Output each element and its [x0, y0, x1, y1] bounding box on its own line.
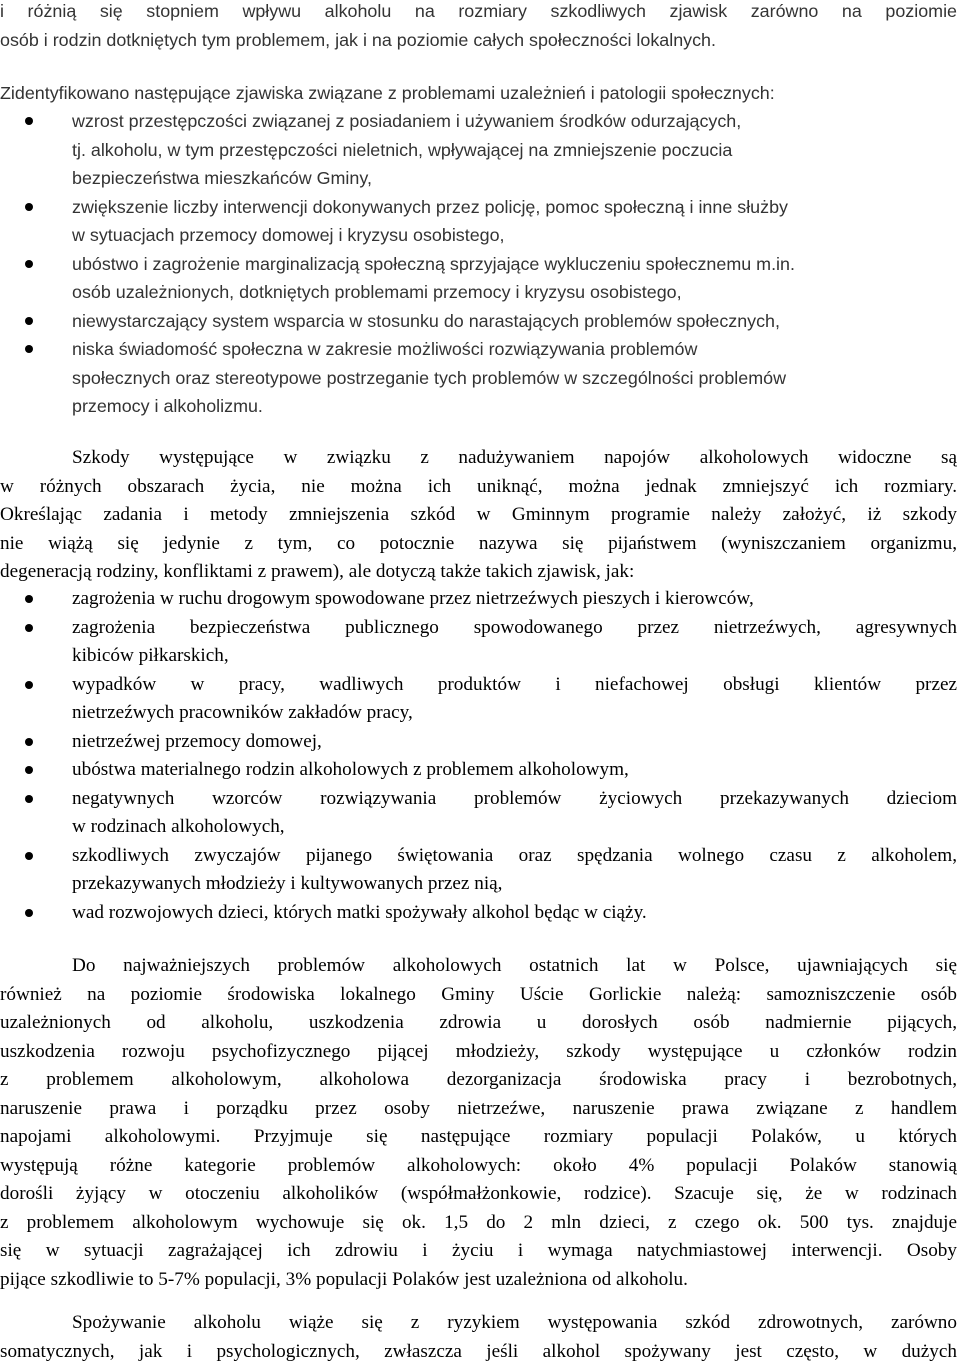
text-line: wad rozwojowych dzieci, których matki spożywały alkohol będąc w ciąży. [72, 901, 647, 923]
text-line: również na poziomie środowiska lokalnego Gminy Uście Gorlickie należą: samozniszczenie osób [0, 983, 957, 1005]
list-item [0, 335, 957, 421]
list-item [0, 250, 957, 307]
text-line: nie wiążą się jedynie z tym, co potocznie nazywa się pijaństwem (wyniszczaniem organizmu, [0, 532, 957, 554]
text-line: z problemem alkoholowym, alkoholowa dezorganizacja środowiska pracy i bezrobotnych, [0, 1069, 957, 1090]
bullet-icon [25, 345, 33, 353]
text-line: ubóstwo i zagrożenie marginalizacją społeczną sprzyjające wykluczeniu społecznemu m.in. [72, 253, 795, 274]
text-line: pijące szkodliwie to 5-7% populacji, 3% populacji Polaków jest uzależniona od alkoholu. [0, 1268, 688, 1290]
text-line: szkodliwych zwyczajów pijanego świętowania oraz spędzania wolnego czasu z alkoholem, [72, 844, 957, 866]
list-item [0, 193, 957, 250]
text-line: przekazywanych młodzieży i kultywowanych przez nią, [72, 873, 503, 894]
list-item [0, 899, 957, 928]
text-line: Szkody występujące w związku z nadużywaniem napojów alkoholowych widoczne są [72, 447, 957, 468]
text-line: w sytuacjach przemocy domowej i kryzysu osobistego, [72, 225, 505, 245]
text-line: występują różne kategorie problemów alkoholowych: około 4% populacji Polaków stanowią [0, 1154, 957, 1176]
text-line: bezpieczeństwa mieszkańców Gminy, [72, 168, 372, 188]
text-line: w rodzinach alkoholowych, [72, 816, 285, 837]
text-line: się w sytuacji zagrażającej ich zdrowiu i życiu i wymaga natychmiastowej interwencji. Osoby [0, 1240, 957, 1261]
list-item [0, 307, 957, 336]
health-paragraph [0, 1309, 957, 1365]
bullet-icon [25, 681, 33, 689]
text-line: Zidentyfikowano następujące zjawiska związane z problemami uzależnień i patologii społecznych: [0, 83, 775, 103]
problems-paragraph [0, 952, 957, 1294]
text-line: wzrost przestępczości związanej z posiadaniem i używaniem środków odurzających, [72, 111, 742, 131]
text-line: kibiców piłkarskich, [72, 645, 229, 666]
text-line: Określając zadania i metody zmniejszenia szkód w Gminnym programie należy założyć, iż szkody [0, 504, 957, 525]
list-item [0, 585, 957, 614]
text-line: społecznych oraz stereotypowe postrzeganie tych problemów w szczególności problemów [72, 367, 786, 388]
list-item [0, 728, 957, 757]
text-line: wypadków w pracy, wadliwych produktów i niefachowej obsługi klientów przez [72, 673, 957, 695]
list-item [0, 107, 957, 193]
list-item [0, 614, 957, 671]
text-line: Spożywanie alkoholu wiąże się z ryzykiem występowania szkód zdrowotnych, zarówno [72, 1312, 957, 1333]
text-line: zagrożenia bezpieczeństwa publicznego spowodowanego przez nietrzeźwych, agresywnych [72, 616, 957, 638]
text-line: somatycznych, jak i psychologicznych, zwłaszcza jeśli alkohol spożywany jest często, w dużych [0, 1340, 957, 1362]
text-line: uzależnionych od alkoholu, uszkodzenia zdrowia u dorosłych osób nadmiernie pijących, [0, 1012, 957, 1033]
phenomena-list [0, 107, 957, 421]
text-line: z problemem alkoholowym wychowuje się ok. 1,5 do 2 mln dzieci, z czego ok. 500 tys. znajduje [0, 1211, 957, 1233]
text-line: ubóstwa materialnego rodzin alkoholowych z problemem alkoholowym, [72, 759, 629, 780]
bullet-icon [25, 117, 33, 125]
text-line: tj. alkoholu, w tym przestępczości nieletnich, wpływającej na zmniejszenie poczucia [72, 139, 733, 160]
text-line: dorośli żyjący w otoczeniu alkoholików (współmałżonkowie, rodzice). Szacuje się, że w rodzinach [0, 1183, 957, 1204]
damages-list [0, 585, 957, 927]
phenomena-intro [0, 79, 957, 108]
bullet-icon [25, 852, 33, 860]
text-line: przemocy i alkoholizmu. [72, 396, 263, 416]
text-line: niska świadomość społeczna w zakresie możliwości rozwiązywania problemów [72, 339, 698, 359]
top-paragraph [0, 0, 957, 54]
text-line: zagrożenia w ruchu drogowym spowodowane przez nietrzeźwych pieszych i kierowców, [72, 588, 754, 609]
text-line: degeneracją rodziny, konfliktami z prawem), ale dotyczą także takich zjawisk, jak: [0, 561, 635, 582]
bullet-icon [25, 260, 33, 268]
text-line: osób uzależnionych, dotkniętych problemami przemocy i kryzysu osobistego, [72, 282, 682, 302]
list-item [0, 756, 957, 785]
bullet-icon [25, 203, 33, 211]
bullet-icon [25, 909, 33, 917]
bullet-icon [25, 624, 33, 632]
list-item [0, 785, 957, 842]
bullet-icon [25, 595, 33, 603]
list-item [0, 671, 957, 728]
bullet-icon [25, 738, 33, 746]
bullet-icon [25, 766, 33, 774]
text-line: osób i rodzin dotkniętych tym problemem, jak i na poziomie całych społeczności lokalnych. [0, 29, 716, 50]
bullet-icon [25, 317, 33, 325]
text-line: uszkodzenia rozwoju psychofizycznego pijącej młodzieży, szkody występujące u członków rodzin [0, 1040, 957, 1062]
text-line: nietrzeźwych pracowników zakładów pracy, [72, 702, 413, 723]
bullet-icon [25, 795, 33, 803]
text-line: negatywnych wzorców rozwiązywania problemów życiowych przekazywanych dzieciom [72, 787, 957, 809]
text-line: naruszenie prawa i porządku przez osoby nietrzeźwe, naruszenie prawa związane z handlem [0, 1097, 957, 1119]
text-line: zwiększenie liczby interwencji dokonywanych przez policję, pomoc społeczną i inne służby [72, 196, 788, 217]
text-line: w różnych obszarach życia, nie można ich uniknąć, można jednak zmniejszyć ich rozmiary. [0, 475, 957, 497]
text-line: napojami alkoholowymi. Przyjmuje się następujące rozmiary populacji Polaków, u których [0, 1126, 957, 1147]
damages-paragraph [0, 444, 957, 587]
text-line: niewystarczający system wsparcia w stosunku do narastających problemów społecznych, [72, 310, 780, 331]
text-line: nietrzeźwej przemocy domowej, [72, 730, 322, 752]
text-line: Do najważniejszych problemów alkoholowych ostatnich lat w Polsce, ujawniających się [72, 955, 957, 976]
list-item [0, 842, 957, 899]
text-line: i różnią się stopniem wpływu alkoholu na rozmiary szkodliwych zjawisk zarówno na poziomie [0, 1, 957, 21]
